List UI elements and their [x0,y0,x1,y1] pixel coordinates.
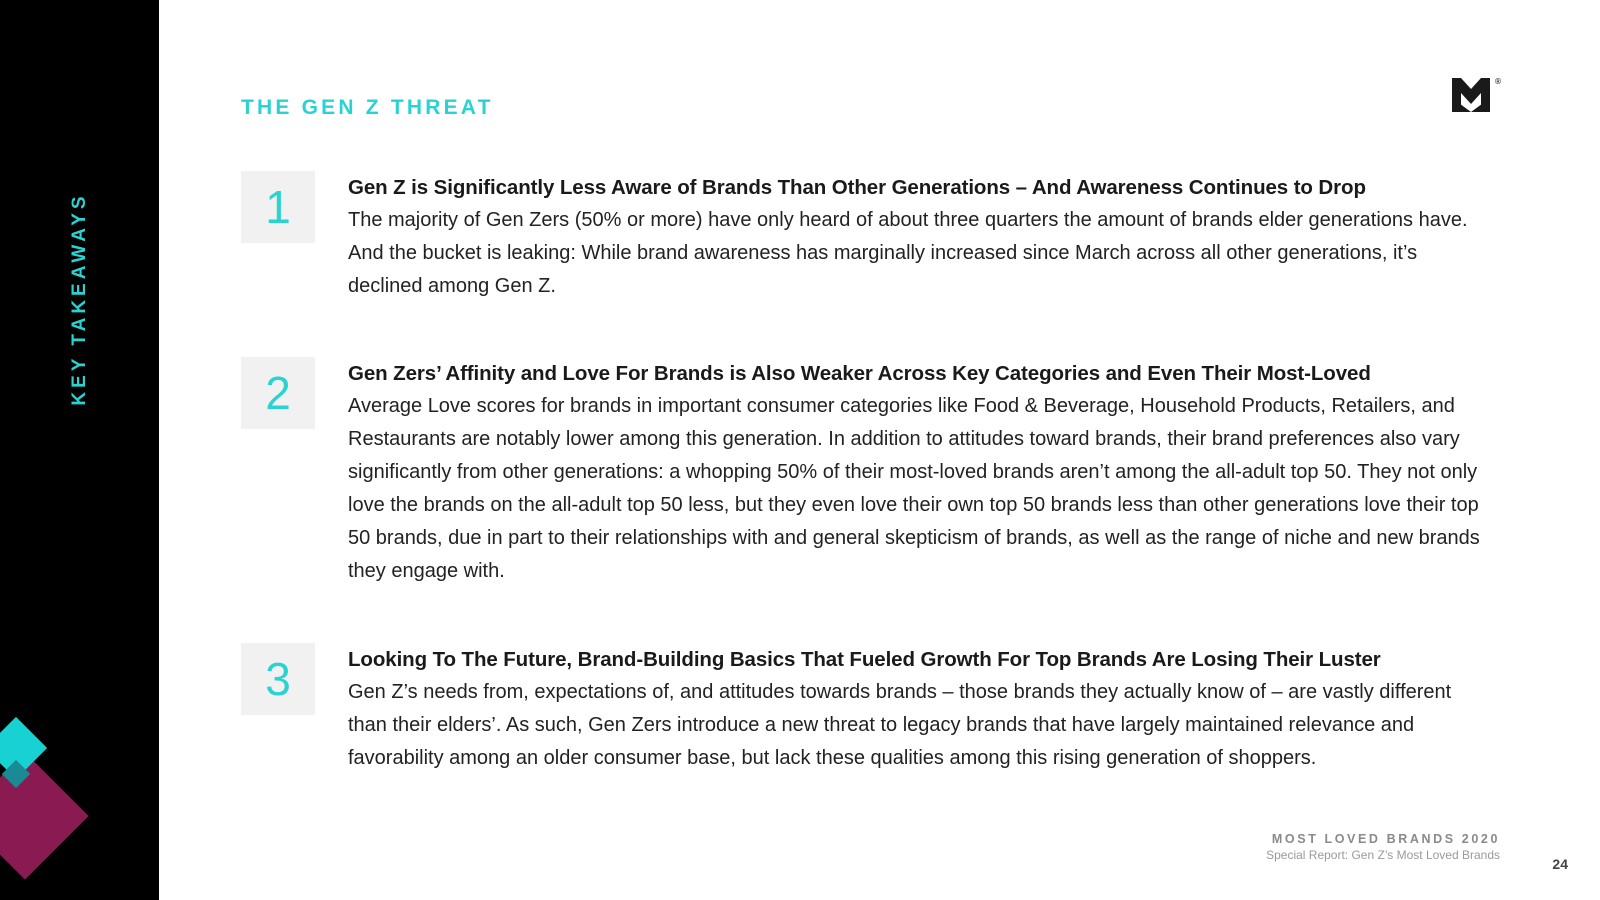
brand-m-logo-icon [1452,76,1504,116]
footer [1266,832,1500,862]
takeaway-number: 3 [241,643,315,715]
sidebar-label: KEY TAKEAWAYS [69,192,90,406]
takeaway-body: Average Love scores for brands in important consumer categories like Food & Beverage, Household Products, Retailers, and Restaurants are notably lower among this generation. In addition to attitudes toward brands, their brand preferences also vary significantly from other generations: a whopping 50% of their most-loved brands aren’t among the all-adult top 50. They not only love the brands on the all-adult top 50 less, but they even love their own top 50 brands less than other generations love their top 50 brands, due in part to their relationships with and general skepticism of brands, as well as the range of niche and new brands they engage with. [348,395,1480,582]
takeaway-text [348,171,1483,303]
page-number: 24 [1552,856,1568,872]
takeaway-heading: Gen Z is Significantly Less Aware of Brands Than Other Generations – And Awareness Continues to Drop [348,176,1366,199]
registered-mark: ® [1494,77,1502,86]
takeaway-number: 1 [241,171,315,243]
takeaway-number: 2 [241,357,315,429]
takeaway-body: The majority of Gen Zers (50% or more) have only heard of about three quarters the amount of brands elder generations have. And the bucket is leaking: While brand awareness has marginally increased since March across all other generations, it’s declined among Gen Z. [348,209,1468,297]
footer-subtitle: Special Report: Gen Z’s Most Loved Brands [1266,848,1500,862]
takeaway-text [348,357,1483,588]
footer-title: MOST LOVED BRANDS 2020 [1271,832,1500,846]
takeaway-text [348,643,1483,775]
takeaway-heading: Looking To The Future, Brand-Building Basics That Fueled Growth For Top Brands Are Losing Their Luster [348,648,1381,671]
section-title: THE GEN Z THREAT [241,96,494,119]
takeaway-heading: Gen Zers’ Affinity and Love For Brands is Also Weaker Across Key Categories and Even Their Most-Loved [348,362,1371,385]
sidebar [0,0,159,900]
takeaway-body: Gen Z’s needs from, expectations of, and attitudes towards brands – those brands they actually know of – are vastly different than their elders’. As such, Gen Zers introduce a new threat to legacy brands that have largely maintained relevance and favorability among an older consumer base, but lack these qualities among this rising generation of shoppers. [348,681,1452,769]
